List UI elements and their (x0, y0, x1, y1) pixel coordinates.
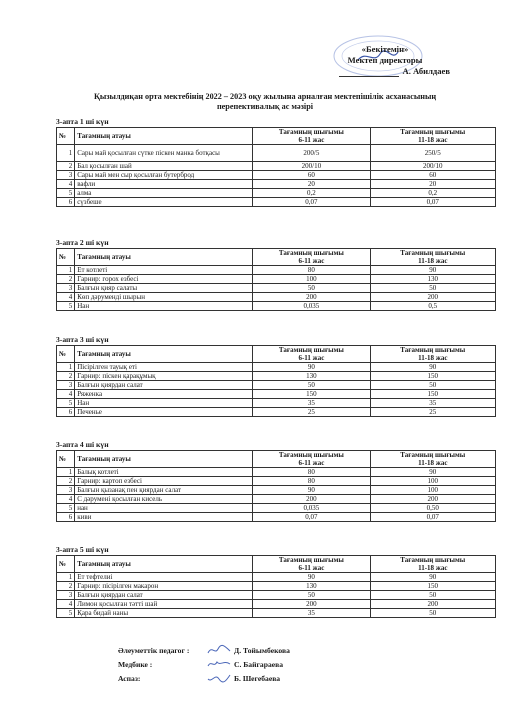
portion-6-11: 150 (253, 390, 370, 399)
dish-name: Балғын қиярдан салат (75, 381, 253, 390)
week-label: 3-апта 3 ші күн (56, 335, 109, 344)
week-section-1 (56, 117, 496, 207)
dish-name: Бал қосылған шай (75, 162, 253, 171)
menu-table (56, 248, 496, 311)
week-label: 3-апта 4 ші күн (56, 440, 109, 449)
col-header-age-11-18: Тағамның шығымы 11-18 жас (370, 451, 495, 468)
dish-name: нан (75, 504, 253, 513)
portion-11-18: 50 (370, 591, 495, 600)
table-row (57, 477, 496, 486)
portion-11-18: 60 (370, 171, 495, 180)
col-header-age-6-11: Тағамның шығымы 6-11 жас (253, 249, 370, 266)
portion-11-18: 0,5 (370, 302, 495, 311)
portion-11-18: 0,07 (370, 198, 495, 207)
col-header-name: Тағамның атауы (75, 451, 253, 468)
dish-name: Балғын қызанақ пен қиярдан салат (75, 486, 253, 495)
dish-name: Гарнир: пісірілген макарон (75, 582, 253, 591)
portion-11-18: 50 (370, 284, 495, 293)
dish-name: сүзбеше (75, 198, 253, 207)
row-no: 1 (57, 573, 75, 582)
table-row (57, 390, 496, 399)
dish-name: С дәрумені қосылған кисель (75, 495, 253, 504)
portion-11-18: 150 (370, 582, 495, 591)
portion-6-11: 200 (253, 600, 370, 609)
table-row (57, 582, 496, 591)
row-no: 6 (57, 408, 75, 417)
col-header-no: № (57, 346, 75, 363)
row-no: 5 (57, 504, 75, 513)
table-row (57, 399, 496, 408)
row-no: 2 (57, 372, 75, 381)
signature-row (118, 660, 438, 674)
signer-name: С. Байгараева (234, 660, 284, 669)
portion-6-11: 35 (253, 609, 370, 618)
dish-name: Пісірілген тауық еті (75, 363, 253, 372)
row-no: 4 (57, 495, 75, 504)
table-row (57, 189, 496, 198)
week-label: 3-апта 1 ші күн (56, 117, 109, 126)
table-row (57, 468, 496, 477)
col-header-no: № (57, 556, 75, 573)
col-header-age-11-18: Тағамның шығымы 11-18 жас (370, 249, 495, 266)
row-no: 2 (57, 162, 75, 171)
dish-name: Ет тефтелиі (75, 573, 253, 582)
portion-6-11: 0,035 (253, 504, 370, 513)
portion-6-11: 200/5 (253, 145, 370, 162)
portion-11-18: 100 (370, 486, 495, 495)
dish-name: алма (75, 189, 253, 198)
title-line-1: Қызылдиқан орта мектебінің 2022 – 2023 оқу жылына арналған мектепішілік асханасының (93, 92, 437, 101)
portion-6-11: 100 (253, 275, 370, 284)
dish-name: Нан (75, 302, 253, 311)
dish-name: киви (75, 513, 253, 522)
dish-name: Балғын қиярдан салат (75, 591, 253, 600)
portion-6-11: 50 (253, 381, 370, 390)
director-name: А. Абилдаев (402, 66, 450, 76)
portion-11-18: 90 (370, 363, 495, 372)
dish-name: Сары май мен сыр қосылған бутерброд (75, 171, 253, 180)
portion-11-18: 0,50 (370, 504, 495, 513)
portion-11-18: 90 (370, 468, 495, 477)
portion-6-11: 0,2 (253, 189, 370, 198)
row-no: 4 (57, 180, 75, 189)
col-header-age-11-18: Тағамның шығымы 11-18 жас (370, 346, 495, 363)
dish-name: Гарнир: горох езбесі (75, 275, 253, 284)
portion-6-11: 90 (253, 363, 370, 372)
dish-name: Ет котлеті (75, 266, 253, 275)
row-no: 5 (57, 609, 75, 618)
portion-6-11: 50 (253, 284, 370, 293)
col-header-age-11-18: Тағамның шығымы 11-18 жас (370, 556, 495, 573)
row-no: 3 (57, 486, 75, 495)
col-header-age-6-11: Тағамның шығымы 6-11 жас (253, 128, 370, 145)
table-row (57, 573, 496, 582)
portion-6-11: 0,07 (253, 513, 370, 522)
portion-11-18: 20 (370, 180, 495, 189)
dish-name: Лимон қосылған тәтті шай (75, 600, 253, 609)
row-no: 3 (57, 284, 75, 293)
table-header-row (57, 249, 496, 266)
week-section-3 (56, 335, 496, 417)
dish-name: Печенье (75, 408, 253, 417)
table-row (57, 162, 496, 171)
table-row (57, 171, 496, 180)
row-no: 2 (57, 275, 75, 284)
week-section-4 (56, 440, 496, 522)
table-row (57, 381, 496, 390)
row-no: 2 (57, 477, 75, 486)
portion-6-11: 90 (253, 486, 370, 495)
portion-6-11: 35 (253, 399, 370, 408)
portion-11-18: 150 (370, 390, 495, 399)
dish-name: Нан (75, 399, 253, 408)
portion-11-18: 130 (370, 275, 495, 284)
col-header-no: № (57, 128, 75, 145)
portion-6-11: 200 (253, 495, 370, 504)
table-row (57, 275, 496, 284)
signature-row (118, 674, 438, 688)
row-no: 5 (57, 189, 75, 198)
col-header-name: Тағамның атауы (75, 556, 253, 573)
row-no: 1 (57, 266, 75, 275)
portion-6-11: 90 (253, 573, 370, 582)
table-row (57, 495, 496, 504)
table-row (57, 266, 496, 275)
signer-role: Медбике : (118, 660, 153, 669)
portion-11-18: 90 (370, 573, 495, 582)
week-section-2 (56, 238, 496, 311)
table-row (57, 591, 496, 600)
row-no: 5 (57, 399, 75, 408)
approval-block (300, 44, 450, 77)
portion-11-18: 90 (370, 266, 495, 275)
portion-11-18: 0,07 (370, 513, 495, 522)
table-row (57, 486, 496, 495)
table-header-row (57, 346, 496, 363)
portion-6-11: 50 (253, 591, 370, 600)
approval-heading: «Бекітемін» (361, 44, 409, 54)
portion-11-18: 0,2 (370, 189, 495, 198)
row-no: 3 (57, 591, 75, 600)
table-header-row (57, 556, 496, 573)
signature-row (118, 646, 438, 660)
table-row (57, 145, 496, 162)
row-no: 1 (57, 363, 75, 372)
row-no: 3 (57, 381, 75, 390)
menu-table (56, 345, 496, 417)
portion-11-18: 200 (370, 495, 495, 504)
portion-6-11: 80 (253, 477, 370, 486)
dish-name: Балық котлеті (75, 468, 253, 477)
row-no: 3 (57, 171, 75, 180)
col-header-name: Тағамның атауы (75, 128, 253, 145)
portion-6-11: 130 (253, 372, 370, 381)
portion-11-18: 200 (370, 293, 495, 302)
portion-11-18: 25 (370, 408, 495, 417)
portion-6-11: 130 (253, 582, 370, 591)
portion-11-18: 150 (370, 372, 495, 381)
dish-name: Қара бидай наны (75, 609, 253, 618)
table-row (57, 504, 496, 513)
table-row (57, 363, 496, 372)
portion-6-11: 0,07 (253, 198, 370, 207)
menu-table (56, 555, 496, 618)
handwritten-signature (206, 671, 232, 685)
portion-11-18: 35 (370, 399, 495, 408)
signer-role: Әлеуметтік педагог : (118, 646, 190, 655)
week-label: 3-апта 2 ші күн (56, 238, 109, 247)
dish-name: Ряженка (75, 390, 253, 399)
approval-signature-line (300, 66, 450, 77)
portion-6-11: 80 (253, 468, 370, 477)
col-header-no: № (57, 249, 75, 266)
signer-name: Д. Тойымбекова (234, 646, 290, 655)
row-no: 5 (57, 302, 75, 311)
col-header-name: Тағамның атауы (75, 249, 253, 266)
portion-11-18: 100 (370, 477, 495, 486)
portion-6-11: 200 (253, 293, 370, 302)
document-title (40, 92, 490, 112)
menu-table (56, 127, 496, 207)
signature-underline (339, 76, 399, 77)
col-header-age-6-11: Тағамның шығымы 6-11 жас (253, 346, 370, 363)
dish-name: вафли (75, 180, 253, 189)
week-section-5 (56, 545, 496, 618)
title-line-2: перепективалық ас мәзірі (216, 102, 314, 111)
table-row (57, 513, 496, 522)
col-header-age-6-11: Тағамның шығымы 6-11 жас (253, 556, 370, 573)
table-row (57, 180, 496, 189)
week-label: 3-апта 5 ші күн (56, 545, 109, 554)
signer-name: Б. Шегебаева (234, 674, 281, 683)
row-no: 4 (57, 293, 75, 302)
table-row (57, 293, 496, 302)
dish-name: Сары май қосылған сүтке піскен манка ботқасы (75, 145, 253, 162)
row-no: 2 (57, 582, 75, 591)
table-row (57, 600, 496, 609)
row-no: 6 (57, 198, 75, 207)
table-row (57, 302, 496, 311)
signatures-block (118, 646, 438, 688)
dish-name: Балғын қияр салаты (75, 284, 253, 293)
portion-6-11: 80 (253, 266, 370, 275)
table-header-row (57, 451, 496, 468)
portion-11-18: 50 (370, 609, 495, 618)
row-no: 6 (57, 513, 75, 522)
col-header-name: Тағамның атауы (75, 346, 253, 363)
signer-role: Аспаз: (118, 674, 141, 683)
table-row (57, 372, 496, 381)
col-header-age-11-18: Тағамның шығымы 11-18 жас (370, 128, 495, 145)
dish-name: Гарнир: піскен қарақұмық (75, 372, 253, 381)
col-header-age-6-11: Тағамның шығымы 6-11 жас (253, 451, 370, 468)
handwritten-signature (206, 643, 232, 657)
dish-name: Көп дәруменді шырын (75, 293, 253, 302)
portion-11-18: 50 (370, 381, 495, 390)
table-header-row (57, 128, 496, 145)
table-row (57, 408, 496, 417)
portion-11-18: 200 (370, 600, 495, 609)
table-row (57, 198, 496, 207)
table-row (57, 609, 496, 618)
portion-6-11: 200/10 (253, 162, 370, 171)
row-no: 1 (57, 468, 75, 477)
handwritten-signature (206, 657, 232, 671)
portion-6-11: 20 (253, 180, 370, 189)
portion-6-11: 60 (253, 171, 370, 180)
portion-11-18: 250/5 (370, 145, 495, 162)
portion-11-18: 200/10 (370, 162, 495, 171)
portion-6-11: 25 (253, 408, 370, 417)
col-header-no: № (57, 451, 75, 468)
row-no: 4 (57, 600, 75, 609)
menu-table (56, 450, 496, 522)
approval-position: Мектеп директоры (347, 55, 423, 65)
row-no: 4 (57, 390, 75, 399)
row-no: 1 (57, 145, 75, 162)
portion-6-11: 0,035 (253, 302, 370, 311)
table-row (57, 284, 496, 293)
dish-name: Гарнир: картоп езбесі (75, 477, 253, 486)
